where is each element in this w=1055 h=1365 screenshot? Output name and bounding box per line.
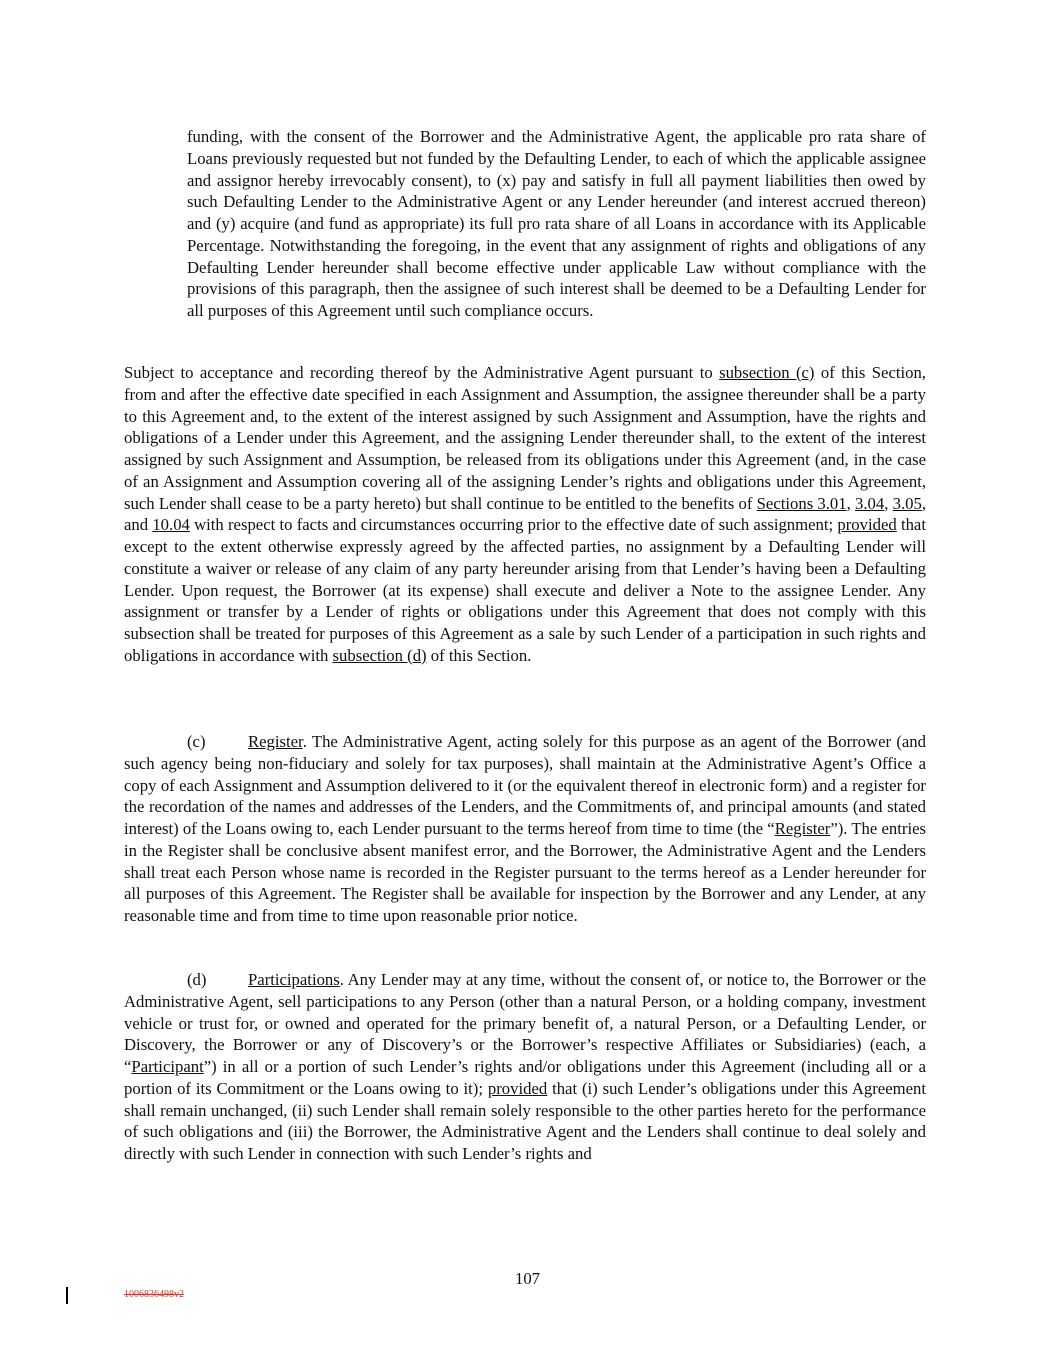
text-run: ”). The entries in the Register shall be conclusive absent manifest error, and the Borrower, the Administrative Agent and the Lenders shall treat each Person whose name is recorded in the Register pursuant to the terms hereof as a Lender hereunder for all purposes of this Agreement. The Register shall be available for inspection by the Borrower and any Lender, at any reasonable time and from time to time upon reasonable prior notice. xyxy=(124,819,926,925)
section-10-04-reference: 10.04 xyxy=(152,515,190,535)
subsection-c-reference: subsection (c) xyxy=(719,363,815,382)
text-run: Subject to acceptance and recording thereof by the Administrative Agent pursuant to xyxy=(124,363,720,382)
text-run: that except to the extent otherwise expressly agreed by the affected parties, no assignment by a Defaulting Lender will constitute a waiver or release of any claim of any party hereunder arising from that Lender’s having been a Defaulting Lender. Upon request, the Borrower (at its expense) shall execute and deliver a Note to the assignee Lender. Any assignment or transfer by a Lender of rights or obligations under this Agreement that does not comply with this subsection shall be treated for purposes of this Agreement as a sale by such Lender of a participation in such rights and obligations in accordance with xyxy=(124,515,926,665)
section-c-register xyxy=(124,731,926,927)
defined-term-register: Register xyxy=(774,819,831,838)
paragraph-assignment-effect xyxy=(124,362,926,667)
provided-term: provided xyxy=(837,515,897,535)
text-run: . The Administrative Agent, acting solely for this purpose as an agent of the Borrower (and such agency being non-fiduciary and solely for tax purposes), shall maintain at the Administrative Agent’s Office a copy of each Assignment and Assumption delivered to it (or the equivalent thereof in electronic form) and a register for the recordation of the names and addresses of the Lenders, and the Commitments of, and principal amounts (and stated interest) of the Loans owing to, each Lender pursuant to the terms hereof from time to time (the “ xyxy=(124,732,926,838)
section-3-05-reference: 3.05 xyxy=(892,493,922,513)
text-run: of this Section, from and after the effective date specified in each Assignment and Assumption, the assignee thereunder shall be a party to this Agreement and, to the extent of the interest assigned by such Assignment and Assumption, have the rights and obligations of a Lender under this Agreement, and the assigning Lender thereunder shall, to the extent of the interest assigned by such Assignment and Assumption, be released from its obligations under this Agreement (and, in the case of an Assignment and Assumption covering all of the assigning Lender’s rights and obligations under this Agreement, such Lender shall cease to be a party hereto) but shall continue to be entitled to the benefits of xyxy=(124,363,926,513)
section-d-participations xyxy=(124,969,926,1165)
section-heading: Register xyxy=(248,732,303,751)
page-number: 107 xyxy=(514,1269,541,1288)
section-3-04-reference: 3.04 xyxy=(855,493,885,513)
text-run: ”) in all or a portion of such Lender’s rights and/or obligations under this Agreement (including all or a portion of its Commitment or the Loans owing to it); xyxy=(124,1057,926,1098)
section-3-01-reference: Sections 3.01 xyxy=(756,493,847,513)
section-heading: Participations xyxy=(248,970,340,989)
subsection-d-reference: subsection (d) xyxy=(332,645,427,665)
text-run: , and xyxy=(124,493,927,535)
text-run: with respect to facts and circumstances occurring prior to the effective date of such assignment; xyxy=(189,515,838,535)
text-run: . Any Lender may at any time, without the consent of, or notice to, the Borrower or the Administrative Agent, sell participations to any Person (other than a natural Person, or a holding company, investment vehicle or trust for, or owned and operated for the primary benefit of, a natural Person, or a Defaulting Lender, or Discovery, the Borrower or any of Discovery’s or the Borrower’s respective Affiliates or Subsidiaries) (each, a “ xyxy=(124,970,926,1076)
document-id: 1006836498v2 xyxy=(124,1289,184,1300)
section-label: (d) xyxy=(187,970,207,989)
defined-term-participant: Participant xyxy=(131,1057,204,1076)
text-run: of this Section. xyxy=(426,645,532,665)
text-run: , xyxy=(884,493,893,513)
revision-change-bar xyxy=(66,1287,68,1304)
text-run: , xyxy=(846,493,856,513)
section-label: (c) xyxy=(187,732,206,751)
provided-term: provided xyxy=(487,1078,548,1098)
text-run: that (i) such Lender’s obligations under this Agreement shall remain unchanged, (ii) such Lender shall remain solely responsible to the other parties hereto for the performance of such obligations and (iii) the Borrower, the Administrative Agent and the Lenders shall continue to deal solely and directly with such Lender in connection with such Lender’s rights and xyxy=(124,1078,926,1163)
paragraph-continuation: funding, with the consent of the Borrower and the Administrative Agent, the applicable pro rata share of Loans previously requested but not funded by the Defaulting Lender, to each of which the applicable assignee and assignor hereby irrevocably consent), to (x) pay and satisfy in full all payment liabilities then owed by such Defaulting Lender to the Administrative Agent or any Lender hereunder (and interest accrued thereon) and (y) acquire (and fund as appropriate) its full pro rata share of all Loans in accordance with its Applicable Percentage. Notwithstanding the foregoing, in the event that any assignment of rights and obligations of any Defaulting Lender hereunder shall become effective under applicable Law without compliance with the provisions of this paragraph, then the assignee of such interest shall be deemed to be a Defaulting Lender for all purposes of this Agreement until such compliance occurs. xyxy=(187,127,926,320)
